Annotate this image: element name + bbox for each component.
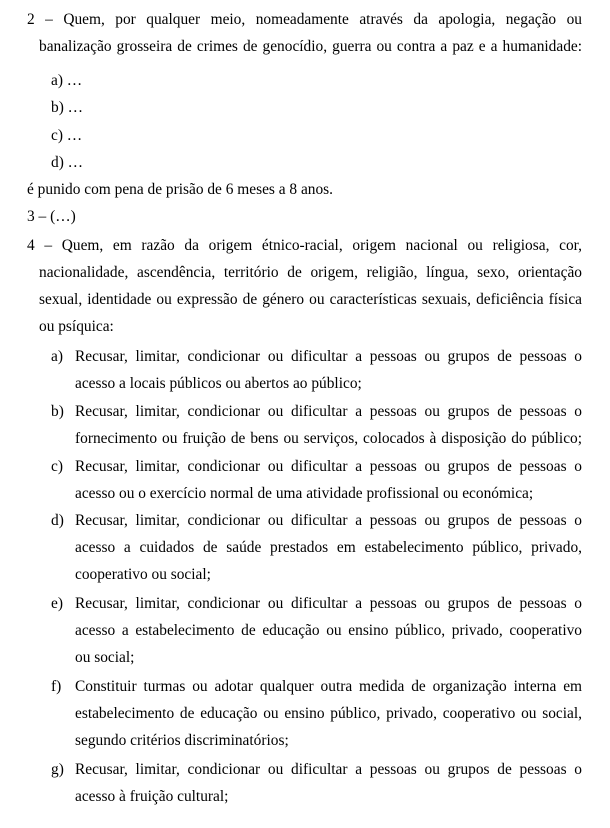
item-4c-marker: c): [51, 458, 63, 475]
item-4g-line-2: acesso à fruição cultural;: [75, 788, 229, 805]
item-2d: d) …: [51, 154, 84, 171]
item-4d-line-2: acesso a cuidados de saúde prestados em estabelecimento público, privado,: [75, 539, 582, 556]
paragraph-4-line-1: 4 – Quem, em razão da origem étnico-racial, origem nacional ou religiosa, cor,: [27, 237, 582, 254]
paragraph-4-line-4: ou psíquica:: [39, 318, 114, 335]
item-4f-marker: f): [51, 678, 62, 695]
item-4b-line-1: Recusar, limitar, condicionar ou dificultar a pessoas ou grupos de pessoas o: [75, 403, 582, 420]
item-4a-marker: a): [51, 348, 63, 365]
item-2a: a) …: [51, 72, 83, 89]
item-4e-line-2: acesso a estabelecimento de educação ou ensino público, privado, cooperativo: [75, 622, 582, 639]
item-4c-line-2: acesso ou o exercício normal de uma atividade profissional ou económica;: [75, 485, 534, 502]
item-4d-line-3: cooperativo ou social;: [75, 566, 211, 583]
penalty-text: é punido com pena de prisão de 6 meses a 8 anos.: [27, 181, 334, 198]
item-4d-line-1: Recusar, limitar, condicionar ou dificultar a pessoas ou grupos de pessoas o: [75, 512, 582, 529]
item-4d-marker: d): [51, 512, 64, 529]
paragraph-3: 3 – (…): [27, 208, 76, 225]
item-4c-line-1: Recusar, limitar, condicionar ou dificultar a pessoas ou grupos de pessoas o: [75, 458, 582, 475]
item-4f-line-2: estabelecimento de educação ou ensino público, privado, cooperativo ou social,: [75, 705, 582, 722]
item-2b: b) …: [51, 99, 84, 116]
item-2c: c) …: [51, 127, 83, 144]
paragraph-2-line-1: 2 – Quem, por qualquer meio, nomeadamente através da apologia, negação ou: [27, 11, 582, 28]
item-4a-line-1: Recusar, limitar, condicionar ou dificultar a pessoas ou grupos de pessoas o: [75, 348, 582, 365]
item-4b-marker: b): [51, 403, 64, 420]
paragraph-4-line-3: sexual, identidade ou expressão de género ou características sexuais, deficiência física: [39, 291, 582, 308]
item-4g-marker: g): [51, 761, 64, 778]
paragraph-4-line-2: nacionalidade, ascendência, território de origem, religião, língua, sexo, orientação: [39, 264, 582, 281]
item-4e-line-1: Recusar, limitar, condicionar ou dificultar a pessoas ou grupos de pessoas o: [75, 595, 582, 612]
item-4e-marker: e): [51, 595, 63, 612]
item-4e-line-3: ou social;: [75, 649, 135, 666]
item-4g-line-1: Recusar, limitar, condicionar ou dificultar a pessoas ou grupos de pessoas o: [75, 761, 582, 778]
item-4f-line-3: segundo critérios discriminatórios;: [75, 732, 289, 749]
item-4b-line-2: fornecimento ou fruição de bens ou serviços, colocados à disposição do público;: [75, 430, 582, 447]
item-4f-line-1: Constituir turmas ou adotar qualquer outra medida de organização interna em: [75, 678, 582, 695]
item-4a-line-2: acesso a locais públicos ou abertos ao público;: [75, 375, 362, 392]
paragraph-2-line-2: banalização grosseira de crimes de genocídio, guerra ou contra a paz e a humanidade:: [39, 38, 582, 55]
